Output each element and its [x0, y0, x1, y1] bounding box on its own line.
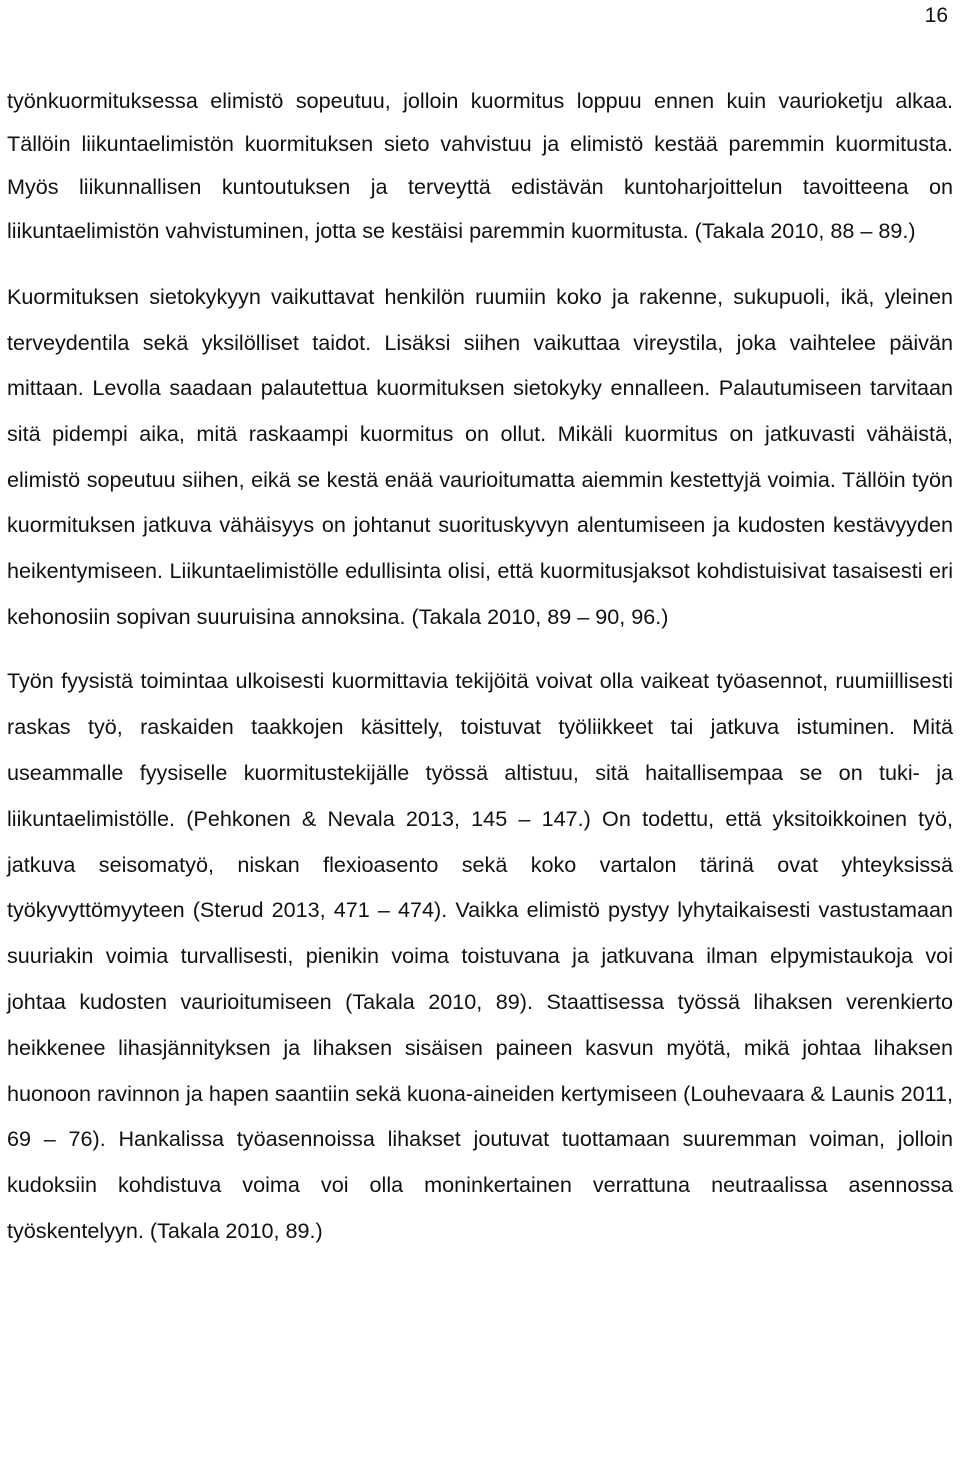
document-body [7, 79, 953, 1254]
paragraph-3: Työn fyysistä toimintaa ulkoisesti kuormittavia tekijöitä voivat olla vaikeat työasennot, ruumiillisesti raskas työ, raskaiden taakkojen käsittely, toistuvat työliikkeet tai jatkuva istuminen. Mitä useammalle fyysiselle kuormitustekijälle työssä altistuu, sitä haitallisempaa se on tuki- ja liikuntaelimistölle. (Pehkonen & Nevala 2013, 145 – 147.) On todettu, että yksitoikkoinen työ, jatkuva seisomatyö, niskan flexioasento sekä koko vartalon tärinä ovat yhteyksissä työkyvyttömyyteen (Sterud 2013, 471 – 474). Vaikka elimistö pystyy lyhytaikaisesti vastustamaan suuriakin voimia turvallisesti, pienikin voima toistuvana ja jatkuvana ilman elpymistaukoja voi johtaa kudosten vaurioitumiseen (Takala 2010, 89). Staattisessa työssä lihaksen verenkierto heikkenee lihasjännityksen ja lihaksen sisäisen paineen kasvun myötä, mikä johtaa lihaksen huonoon ravinnon ja hapen saantiin sekä kuona-aineiden kertymiseen (Louhevaara & Launis 2011, 69 – 76). Hankalissa työasennoissa lihakset joutuvat tuottamaan suuremman voiman, jolloin kudoksiin kohdistuva voima voi olla moninkertainen verrattuna neutraalissa asennossa työskentelyyn. (Takala 2010, 89.) [7, 668, 953, 1243]
paragraph-2: Kuormituksen sietokykyyn vaikuttavat henkilön ruumiin koko ja rakenne, sukupuoli, ikä, yleinen terveydentila sekä yksilölliset taidot. Lisäksi siihen vaikuttaa vireystila, joka vaihtelee päivän mittaan. Levolla saadaan palautettua kuormituksen sietokyky ennalleen. Palautumiseen tarvitaan sitä pidempi aika, mitä raskaampi kuormitus on ollut. Mikäli kuormitus on jatkuvasti vähäistä, elimistö sopeutuu siihen, eikä se kestä enää vaurioitumatta aiemmin kestettyjä voimia. Tällöin työn kuormituksen jatkuva vähäisyys on johtanut suorituskyvyn alentumiseen ja kudosten kestävyyden heikentymiseen. Liikuntaelimistölle edullisinta olisi, että kuormitusjaksot kohdistuisivat tasaisesti eri kehonosiin sopivan suuruisina annoksina. (Takala 2010, 89 – 90, 96.) [7, 283, 953, 629]
page-number: 16 [924, 4, 948, 27]
paragraph-1: työnkuormituksessa elimistö sopeutuu, jolloin kuormitus loppuu ennen kuin vaurioketju alkaa. Tällöin liikuntaelimistön kuormituksen sieto vahvistuu ja elimistö kestää paremmin kuormitusta. Myös liikunnallisen kuntoutuksen ja terveyttä edistävän kuntoharjoittelun tavoitteena on liikuntaelimistön vahvistuminen, jotta se kestäisi paremmin kuormitusta. (Takala 2010, 88 – 89.) [7, 88, 953, 243]
